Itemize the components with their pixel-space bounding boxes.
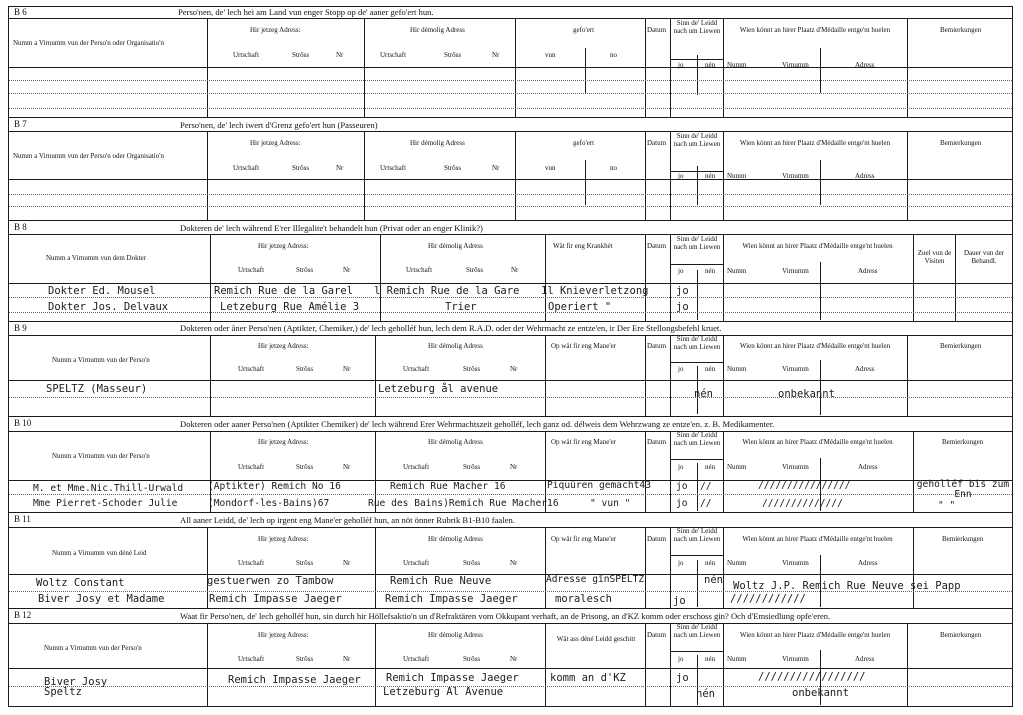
header-number: Nr [510,655,518,663]
header-town: Urtschaft [238,559,265,567]
header-number: Nr [343,365,351,373]
header-remarks: Bemierkungen [940,26,982,34]
header-firstname: Virnumm [782,463,809,471]
row-current-address: Letzeburg Rue Amélie 3 [220,301,360,313]
header-town: Urtschaft [238,365,265,373]
header-remarks: Bemierkungen [940,342,982,350]
row-yes: jo [676,672,689,684]
header-medal: Wien könnt an hirer Plaatz d'Médaille entge'nt huelen [742,242,893,250]
header-manner: Op wät fir eng Mane'er [551,535,617,543]
header-no: nén [705,267,716,275]
header-address: Adress [855,655,875,663]
header-alive: Sinn de' Leidd nach um Liewen [673,431,721,447]
section-code: B 9 [14,323,27,333]
header-people-name: Numm a Virnumm vun déné Leid [52,549,147,557]
header-town: Urtschaft [238,655,265,663]
header-current-address: Hir jetzeg Adress: [258,438,309,446]
row-no: // [700,498,712,509]
header-former-address: Hir démolig Adress [410,139,465,147]
header-from: vun [545,164,556,172]
header-firstname: Virnumm [782,365,809,373]
section-title: All aaner Leidd, de' lech op irgent eng Mane'er geholléf hun, an nöt önner Rubrik B1-B10 faalen. [180,515,515,525]
row-detail: moralesch [555,593,612,605]
header-date: Datum [647,535,667,543]
row-current-address: Remich Rue de la Garel [214,285,354,297]
header-street: Strôss [444,51,462,59]
header-town: Urtschaft [380,51,407,59]
header-street: Strôss [463,559,481,567]
header-no: nén [705,365,716,373]
row-medal: ///////////////// [758,671,866,683]
row-yes: jo [676,301,689,313]
header-manner: Op wät fir eng Mane'er [551,342,617,350]
row-current-address: gestuerwen zo Tambow [207,575,334,587]
header-duration: Dauer vun der Behandl. [963,249,1005,265]
header-alive: Sinn de' Leidd nach um Liewen [673,19,721,35]
header-town: Urtschaft [403,463,430,471]
header-current-address: Hir jetzeg Adress: [250,139,301,147]
header-town: Urtschaft [238,463,265,471]
header-person-name: Numm a Virnumm vun der Perso'n [52,356,150,364]
header-number: Nr [510,463,518,471]
section-code: B 7 [14,119,27,129]
header-no: nén [705,61,716,69]
header-number: Nr [343,655,351,663]
header-to: no [610,164,617,172]
header-medal: Wien könnt an hirer Plaatz d'Médaille entge'nt huelen [739,26,891,34]
header-transported: gefo'ert [573,26,595,34]
row-yes: jo [673,595,686,607]
header-number: Nr [343,266,351,274]
header-address: Adress [858,463,878,471]
header-firstname: Virnumm [782,61,809,69]
row-former-address: Rue des Bains)Remich Rue Macher16 [368,498,559,509]
header-current-address: Hir jetzeg Adress: [258,631,309,639]
section-code: B 11 [14,514,31,524]
header-yes: jo [678,463,684,471]
header-former-address: Hir démolig Adress [428,242,483,250]
header-remarks: Bemierkungen [940,631,982,639]
row-name: Woltz Constant [36,577,125,589]
header-alive: Sinn de' Leidd nach um Liewen [673,132,721,148]
header-street: Strôss [296,463,314,471]
header-firstname: Virnumm [782,559,809,567]
header-date: Datum [647,242,667,250]
header-former-address: Hir démolig Adress [410,26,465,34]
row-yes: jo [676,481,688,492]
row-former-address: Trier [445,301,477,313]
header-number: Nr [510,365,518,373]
header-number: Nr [343,559,351,567]
row-name: Dokter Jos. Delvaux [48,301,169,313]
row-no: nén [696,688,715,700]
header-yes: jo [678,172,684,180]
header-address: Adress [858,559,878,567]
row-remark: geholléf bis zum Enn [916,479,1010,500]
header-number: Nr [492,164,500,172]
header-yes: jo [678,365,684,373]
row-former-address: Remich Rue Neuve [390,575,492,587]
header-firstname: Virnumm [782,172,809,180]
row-name: Speltz [44,686,82,698]
section-title: Waat fir Perso'nen, de' lech geholléf hun, sin durch hir Höllefsaktio'n un d'Refraktären vom Okkupant verhaft, an de Prisong, an d'KZ komm oder erschoss gin? Och d'Emsiedlung opfe'eren. [180,611,831,621]
header-illness: Wät fir eng Krankhét [553,242,613,250]
header-remarks: Bemierkungen [940,139,982,147]
row-former-address: Remich Impasse Jaeger [385,593,518,605]
header-remarks: Bemierkungen [942,535,984,543]
row-current-address: Remich Impasse Jaeger [228,674,361,686]
row-detail: Adresse gînSPELTZ [546,574,645,585]
header-street: Strôss [296,655,314,663]
header-street: Strôss [466,266,484,274]
header-medal: Wien könnt an hirer Plaatz d'Médaille entge'nt huelen [742,438,893,446]
header-from: vun [545,51,556,59]
header-current-address: Hir jetzeg Adress: [258,242,309,250]
row-medal-name: onbekannt [792,687,849,699]
header-date: Datum [647,631,667,639]
header-surname: Numm [727,61,747,69]
header-surname: Numm [727,365,747,373]
header-no: nén [705,655,716,663]
row-name: Mme Pierret-Schoder Julie [33,498,178,509]
row-medal: ////////////// [762,498,843,509]
header-street: Strôss [463,463,481,471]
header-town: Urtschaft [403,655,430,663]
section-code: B 10 [14,418,32,428]
header-date: Datum [647,139,667,147]
header-manner: Op wät fir eng Mane'er [551,438,617,446]
header-street: Strôss [296,365,314,373]
header-street: Strôss [463,655,481,663]
header-surname: Numm [727,267,747,275]
section-code: B 12 [14,610,32,620]
header-surname: Numm [727,559,747,567]
header-remarks: Bemierkungen [942,438,984,446]
header-firstname: Virnumm [782,655,809,663]
header-date: Datum [647,438,667,446]
row-former-address: l Remich Rue de la Gare [374,285,520,297]
header-to: no [610,51,617,59]
header-town: Urtschaft [380,164,407,172]
header-yes: jo [678,61,684,69]
header-address: Adress [855,61,875,69]
header-street: Strôss [444,164,462,172]
header-surname: Numm [727,655,747,663]
header-person-name: Numm a Virnumm vun der Perso'n [52,452,150,460]
header-medal: Wien könnt an hirer Plaatz d'Médaille entge'nt huelen [739,342,891,350]
header-town: Urtschaft [233,51,260,59]
header-yes: jo [678,655,684,663]
row-detail: 1l Knieverletzong [541,285,649,297]
row-detail: komm an d'KZ [550,672,626,684]
header-visits: Zuel vun de Visiten [917,249,952,265]
row-current-address: (Mondorf-les-Bains)67 [208,498,330,509]
header-medal: Wien könnt an hirer Plaatz d'Médaille entge'nt huelen [739,139,891,147]
header-current-address: Hir jetzeg Adress: [250,26,301,34]
header-former-address: Hir démolig Adress [428,535,483,543]
row-name: Dokter Ed. Mousel [48,285,156,297]
header-number: Nr [336,51,344,59]
header-date: Datum [647,26,667,34]
header-surname: Numm [727,172,747,180]
header-no: nén [705,559,716,567]
section-title: Perso'nen, de' lech iwert d'Grenz gefo'ert hun (Passeuren) [180,120,378,130]
header-alive: Sinn de' Leidd nach um Liewen [673,335,721,351]
header-former-address: Hir démolig Adress [428,631,483,639]
header-current-address: Hir jetzeg Adress: [258,535,309,543]
header-town: Urtschaft [403,365,430,373]
header-number: Nr [492,51,500,59]
header-street: Strôss [296,266,314,274]
header-no: nén [705,172,716,180]
header-surname: Numm [727,463,747,471]
section-title: Dokteren de' lech während E'rer Illegalite't behandelt hun (Privat oder an enger Klinik?) [180,223,483,233]
header-address: Adress [858,267,878,275]
row-yes: jo [676,498,688,509]
row-detail: Piquüren gemacht43 [547,480,651,491]
header-number: Nr [336,164,344,172]
section-code: B 6 [14,7,27,17]
row-detail: Operiert " [548,301,612,313]
row-current-address: Remich Impasse Jaeger [209,593,342,605]
row-name: SPELTZ (Masseur) [46,383,148,395]
row-former-address: Remich Impasse Jaeger [386,672,519,684]
header-alive: Sinn de' Leidd nach um Liewen [673,235,721,251]
header-town: Urtschaft [403,559,430,567]
header-street: Strôss [463,365,481,373]
section-title: Dokteren oder aaner Perso'nen (Aptikter Chemiker) de' lech während Erer Wehrmachtszeit geholléf, lech ganz od. délweis dem Wehrzwang ze entze'en. z. B. Medikamenter. [180,419,775,429]
header-town: Urtschaft [238,266,265,274]
row-no: nén [694,388,713,400]
row-name: Biver Josy [44,676,108,688]
header-address: Adress [855,172,875,180]
row-name: M. et Mme.Nic.Thill-Urwald [33,483,184,494]
header-street: Strôss [292,51,310,59]
row-former-address: Letzeburg ål avenue [378,383,499,395]
row-name: Biver Josy et Madame [38,593,165,605]
header-yes: jo [678,559,684,567]
header-medal: Wien könnt an hirer Plaatz d'Médaille entge'nt huelen [742,535,893,543]
row-current-address: (Aptikter) Remich No 16 [208,481,341,492]
header-former-address: Hir démolig Adress [428,342,483,350]
header-town: Urtschaft [233,164,260,172]
header-former-address: Hir démolig Adress [428,438,483,446]
header-what-happened: Wät ass déné Leidd geschitt [556,635,636,643]
header-person-name: Numm a Virnumm vun der Perso'n [44,644,142,652]
section-code: B 8 [14,222,27,232]
section-title: Dokteren oder åner Perso'nen (Aptikter, Chemiker,) de' lech geholléf hun, lech dem R.A.D. oder der Wehrmacht ze entze'en, ir Der Ere Stellongsbefehl kruet. [180,323,722,333]
header-yes: jo [678,267,684,275]
header-street: Strôss [292,164,310,172]
header-date: Datum [647,342,667,350]
header-transported: gefo'ert [573,139,595,147]
header-address: Adress [855,365,875,373]
row-yes: jo [676,285,689,297]
row-medal: //////////////// [758,480,851,491]
row-former-address: Letzeburg Al Avenue [383,686,504,698]
header-alive: Sinn de' Leidd nach um Liewen [673,623,721,639]
row-former-address: Remich Rue Macher 16 [390,481,506,492]
header-firstname: Virnumm [782,267,809,275]
row-medal: Woltz J.P. Remich Rue Neuve sei Papp [733,580,961,592]
header-name: Numm a Virnumm vun der Perso'n oder Organisatio'n [13,152,164,160]
header-name: Numm a Virnumm vun der Perso'n oder Organisatio'n [13,39,164,47]
row-no: // [700,481,712,492]
header-alive: Sinn de' Leidd nach um Liewen [673,527,721,543]
section-title: Perso'nen, de' lech hei am Land vun enger Stopp op de' aaner gefo'ert hun. [178,7,434,17]
header-number: Nr [343,463,351,471]
header-doctor-name: Numm a Virnumm vun dem Dokter [46,254,146,262]
header-town: Urtschaft [406,266,433,274]
header-medal: Wien könnt an hirer Plaatz d'Médaille entge'nt huelen [739,631,891,639]
row-detail: " vun " [590,498,631,509]
header-no: nén [705,463,716,471]
row-no: nén [704,574,723,586]
row-remark: " " [938,500,956,511]
row-medal-name: onbekannt [778,388,835,400]
header-number: Nr [510,559,518,567]
row-medal: //////////// [730,593,806,605]
header-number: Nr [511,266,519,274]
header-current-address: Hir jetzeg Adress: [258,342,309,350]
header-street: Strôss [296,559,314,567]
